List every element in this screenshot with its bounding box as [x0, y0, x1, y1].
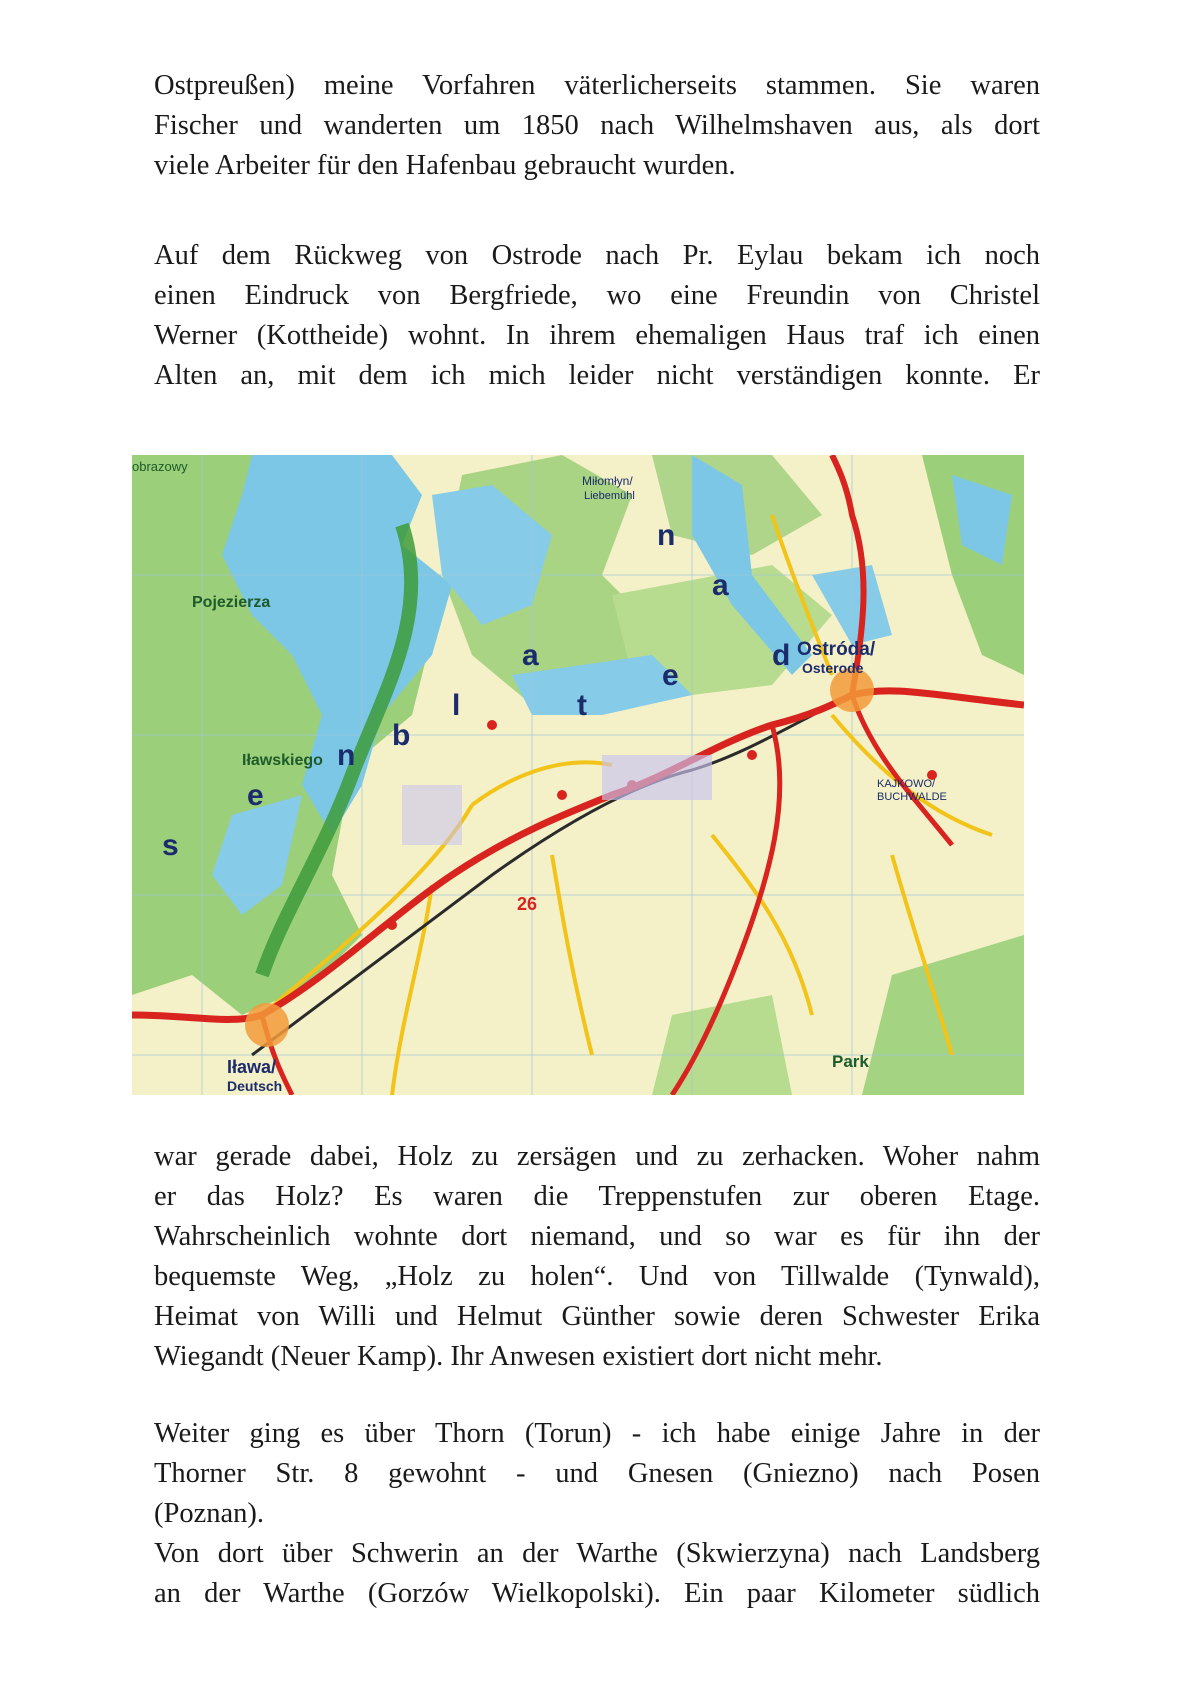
route-letter: e	[247, 779, 264, 812]
text-line: Ostpreußen) meine Vorfahren väterlicherseits stammen. Sie waren	[154, 70, 1040, 101]
text-line: Alten an, mit dem ich mich leider nicht verständigen konnte. Er	[154, 360, 1040, 391]
map-label-milomlyn: Miłomłyn/	[582, 474, 633, 488]
map-label-ilawa: Iława/	[227, 1057, 277, 1077]
route-letter: a	[522, 639, 539, 672]
paragraph-1	[154, 66, 1040, 186]
text-line: viele Arbeiter für den Hafenbau gebraucht wurden.	[154, 150, 736, 181]
route-letter: s	[162, 829, 179, 862]
road-map-image	[132, 455, 1024, 1095]
map-label-park: Park	[832, 1052, 869, 1071]
map-label-osterode: Osterode	[802, 660, 864, 676]
map-label-pojezierza: Pojezierza	[192, 594, 271, 611]
bergfriede-highlight	[602, 755, 712, 800]
text-line: einen Eindruck von Bergfriede, wo eine Freundin von Christel	[154, 280, 1040, 311]
paragraph-3	[154, 1137, 1040, 1377]
route-letter: b	[392, 719, 411, 752]
paragraph-2	[154, 236, 1040, 396]
map-label-obrazowy: obrazowy	[132, 459, 188, 474]
route-letter: d	[772, 639, 791, 672]
map-svg	[132, 455, 1024, 1095]
text-line: bequemste Weg, „Holz zu holen“. Und von Tillwalde (Tynwald),	[154, 1261, 1040, 1292]
text-line: Auf dem Rückweg von Ostrode nach Pr. Eylau bekam ich noch	[154, 240, 1040, 271]
text-line: Heimat von Willi und Helmut Günther sowie deren Schwester Erika	[154, 1301, 1040, 1332]
map-label-buchwalde: BUCHWALDE	[877, 791, 947, 803]
map-label-ostroda: Ostróda/	[797, 639, 876, 660]
text-line: Weiter ging es über Thorn (Torun) - ich habe einige Jahre in der	[154, 1418, 1040, 1449]
route-letter: a	[712, 569, 729, 602]
route-letter: n	[337, 739, 356, 772]
paragraph-5	[154, 1534, 1040, 1614]
route-letter: n	[657, 519, 676, 552]
text-line: Von dort über Schwerin an der Warthe (Skwierzyna) nach Landsberg	[154, 1538, 1040, 1569]
text-line: Fischer und wanderten um 1850 nach Wilhelmshaven aus, als dort	[154, 110, 1040, 141]
map-label-kajkowo: KAJKOWO/	[877, 778, 936, 790]
town-dot	[747, 750, 757, 760]
text-line: an der Warthe (Gorzów Wielkopolski). Ein paar Kilometer südlich	[154, 1578, 1040, 1609]
tillwalde-highlight	[402, 785, 462, 845]
text-line: Wahrscheinlich wohnte dort niemand, und so war es für ihn der	[154, 1221, 1040, 1252]
text-line: Thorner Str. 8 gewohnt - und Gnesen (Gniezno) nach Posen	[154, 1458, 1040, 1489]
town-dot	[557, 790, 567, 800]
map-label-liebemuhl: Liebemühl	[584, 490, 635, 502]
route-letter: l	[452, 689, 461, 722]
map-label-road-number: 26	[517, 894, 538, 914]
text-line: Wiegandt (Neuer Kamp). Ihr Anwesen existiert dort nicht mehr.	[154, 1341, 883, 1372]
map-label-deutsch: Deutsch	[227, 1078, 283, 1094]
town-dot	[487, 720, 497, 730]
route-letter: e	[662, 659, 679, 692]
text-line: war gerade dabei, Holz zu zersägen und zu zerhacken. Woher nahm	[154, 1141, 1040, 1172]
town-dot	[387, 920, 397, 930]
text-line: Werner (Kottheide) wohnt. In ihrem ehemaligen Haus traf ich einen	[154, 320, 1040, 351]
route-letter: t	[577, 689, 587, 722]
map-label-ilawskiego: Iławskiego	[242, 752, 323, 769]
text-line: (Poznan).	[154, 1498, 265, 1529]
town-ilawa	[245, 1003, 289, 1047]
paragraph-4	[154, 1414, 1040, 1534]
text-line: er das Holz? Es waren die Treppenstufen zur oberen Etage.	[154, 1181, 1040, 1212]
